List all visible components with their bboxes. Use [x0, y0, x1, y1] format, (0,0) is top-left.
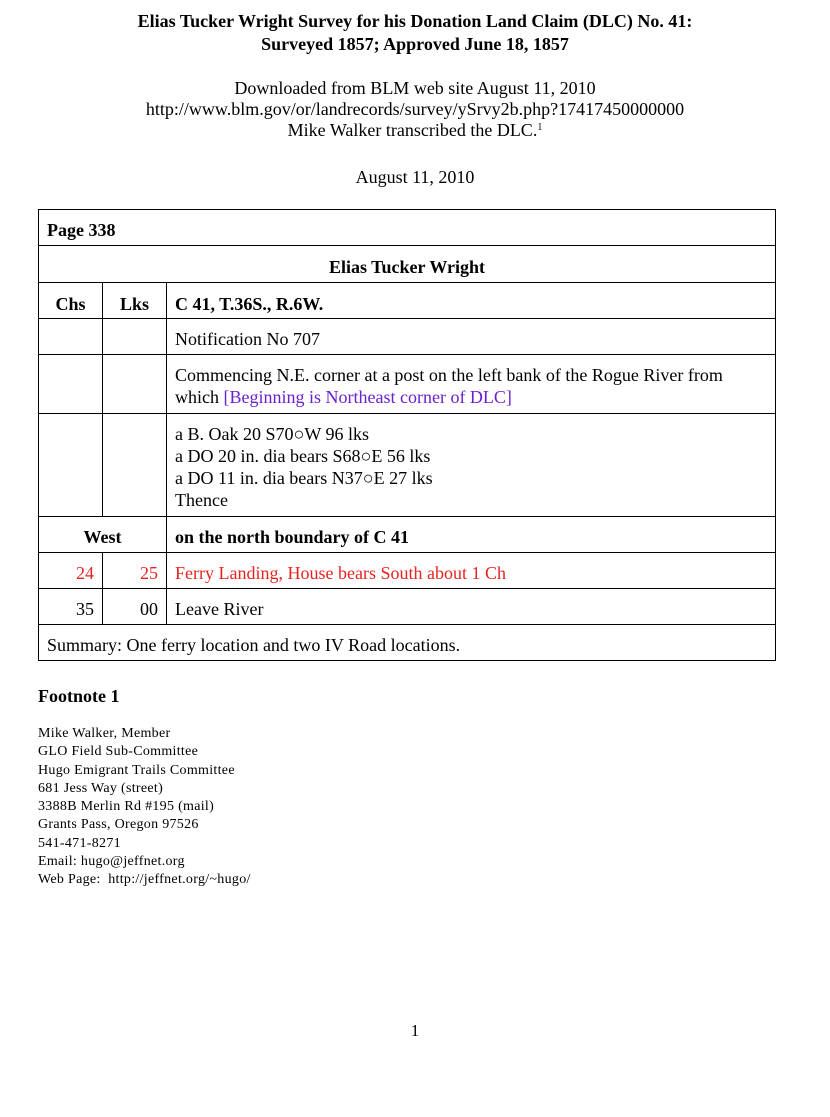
page-number: 1 — [410, 1021, 420, 1040]
table-row — [39, 355, 776, 414]
contact-block — [38, 725, 251, 890]
contact-line: 541-471-8271 — [38, 835, 121, 851]
table-row — [39, 553, 776, 589]
chs-cell — [39, 355, 103, 414]
claimant-row — [39, 246, 776, 283]
direction-desc: on the north boundary of C 41 — [167, 517, 776, 553]
lks-cell — [103, 319, 167, 355]
bearing-line: a DO 20 in. dia bears S68○E 56 lks — [175, 446, 431, 466]
transcribed-text: Mike Walker transcribed the DLC. — [287, 120, 538, 140]
page-row — [39, 210, 776, 246]
commencing-cell — [167, 355, 776, 414]
col-chs-header: Chs — [39, 283, 103, 319]
summary-row — [39, 625, 776, 661]
col-lks-header: Lks — [103, 283, 167, 319]
document-date: August 11, 2010 — [355, 167, 475, 187]
contact-line: Mike Walker, Member — [38, 726, 171, 741]
lks-cell — [103, 355, 167, 414]
download-line: Downloaded from BLM web site August 11, 2010 — [234, 78, 596, 98]
contact-line: 681 Jess Way (street) — [38, 780, 164, 796]
lks-value: 00 — [103, 589, 167, 625]
chs-value: 35 — [39, 589, 103, 625]
summary-text: Summary: One ferry location and two IV Road locations. — [39, 625, 776, 661]
source-url: http://www.blm.gov/or/landrecords/survey/ySrvy2b.php?17417450000000 — [145, 99, 685, 119]
page-label: Page 338 — [39, 210, 776, 246]
table-row — [39, 589, 776, 625]
chs-cell — [39, 319, 103, 355]
bearing-line: a B. Oak 20 S70○W 96 lks — [175, 424, 370, 444]
contact-line: Hugo Emigrant Trails Committee — [38, 762, 235, 778]
survey-table — [38, 209, 776, 661]
bearing-line: a DO 11 in. dia bears N37○E 27 lks — [175, 468, 433, 488]
lks-cell — [103, 414, 167, 517]
table-row — [39, 414, 776, 517]
contact-line: GLO Field Sub-Committee — [38, 744, 199, 760]
lks-value: 25 — [103, 553, 167, 589]
notification-text: Notification No 707 — [167, 319, 776, 355]
direction-label: West — [39, 517, 167, 553]
chs-cell — [39, 414, 103, 517]
transcribed-line — [0, 120, 830, 141]
bearings-cell — [167, 414, 776, 517]
contact-email: Email: hugo@jeffnet.org — [38, 854, 185, 870]
bearing-line: Thence — [175, 490, 228, 510]
footnote-title: Footnote 1 — [38, 686, 120, 706]
document-title-line2: Surveyed 1857; Approved June 18, 1857 — [261, 34, 569, 54]
contact-line: Grants Pass, Oregon 97526 — [38, 817, 199, 833]
row-description: Ferry Landing, House bears South about 1 Ch — [167, 553, 776, 589]
commencing-note: [Beginning is Northeast corner of DLC] — [223, 387, 512, 407]
row-description: Leave River — [167, 589, 776, 625]
direction-row — [39, 517, 776, 553]
contact-line: 3388B Merlin Rd #195 (mail) — [38, 799, 215, 815]
table-row — [39, 319, 776, 355]
col-desc-header: C 41, T.36S., R.6W. — [167, 283, 776, 319]
footnote-ref: 1 — [537, 122, 543, 133]
claimant-name: Elias Tucker Wright — [39, 246, 776, 283]
commencing-text: Commencing N.E. corner at a post on the left bank of the Rogue River from which — [175, 365, 723, 407]
chs-value: 24 — [39, 553, 103, 589]
document-title-line1: Elias Tucker Wright Survey for his Donation Land Claim (DLC) No. 41: — [137, 11, 693, 31]
column-header-row — [39, 283, 776, 319]
contact-web-page: Web Page: http://jeffnet.org/~hugo/ — [38, 872, 251, 888]
